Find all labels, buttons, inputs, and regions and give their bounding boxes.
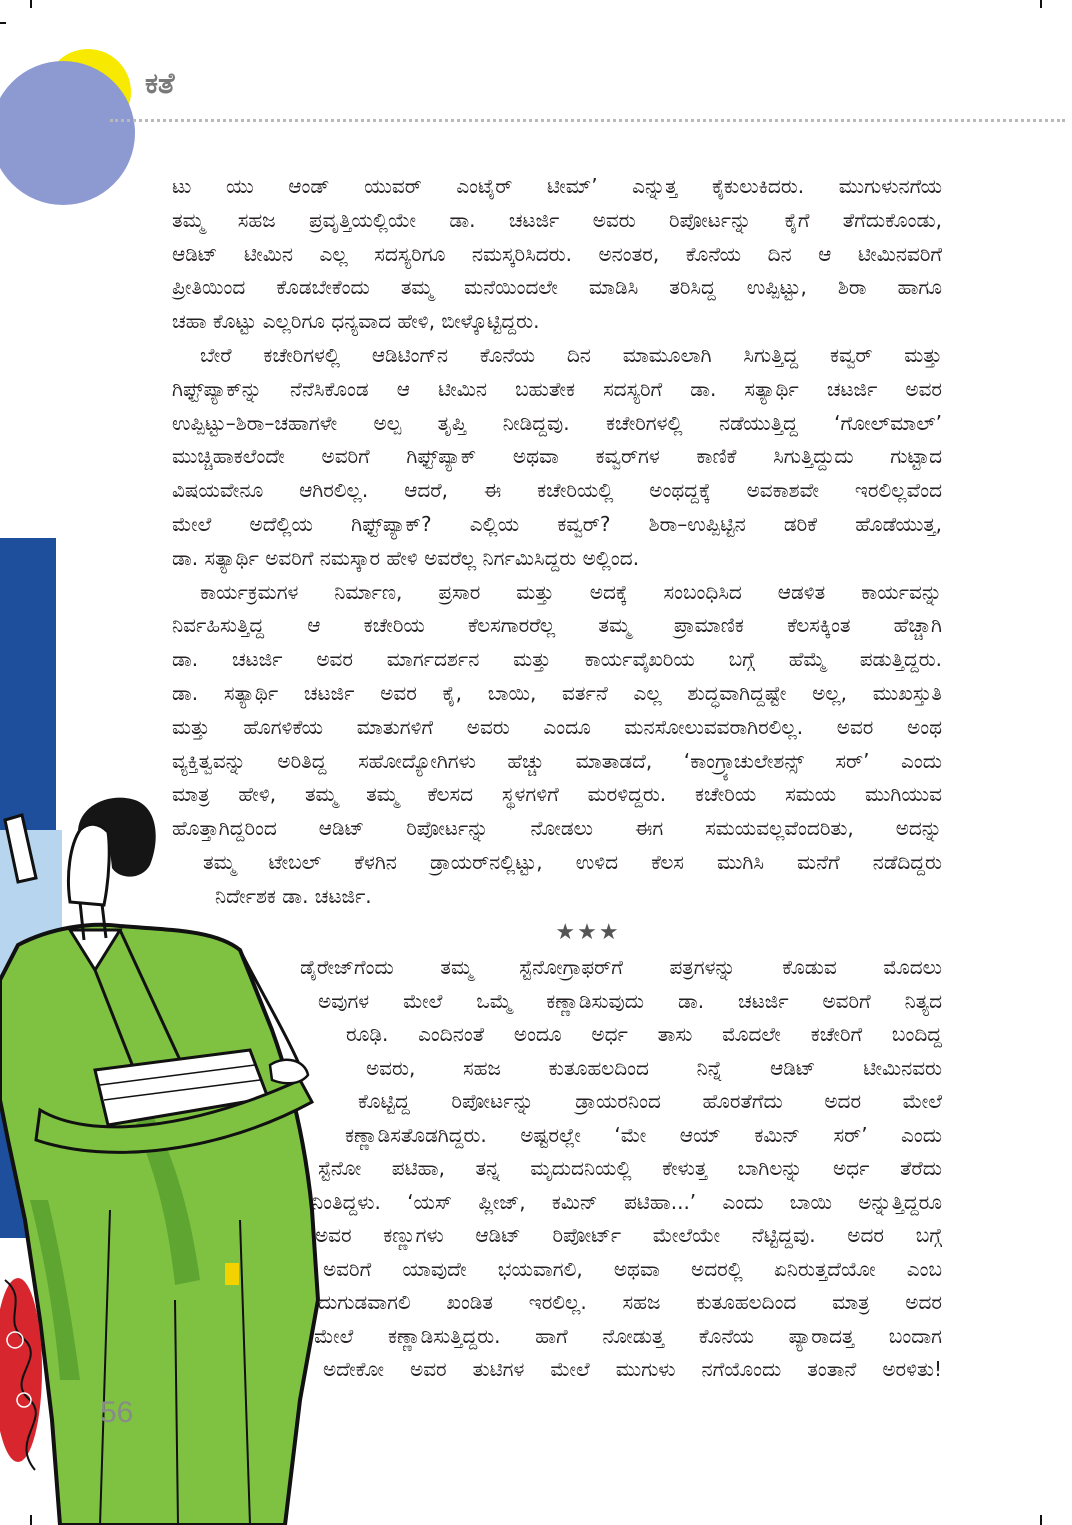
- text-line: ಮೇಲೆ ಕಣ್ಣಾಡಿಸುತ್ತಿದ್ದರು. ಹಾಗೆ ನೋಡುತ್ತ ಕೊನೆಯ ಪ್ಯಾರಾದತ್ತ ಬಂದಾಗ: [314, 1323, 942, 1348]
- article-body-continued: [0, 951, 942, 1387]
- section-title: ಕತೆ: [145, 66, 175, 100]
- paragraph: [0, 951, 942, 1387]
- text-line: ವಿಷಯವೇನೂ ಆಗಿರಲಿಲ್ಲ. ಆದರೆ, ಈ ಕಚೇರಿಯಲ್ಲಿ ಅಂಥದ್ದಕ್ಕೆ ಅವಕಾಶವೇ ಇರಲಿಲ್ಲವೆಂದ: [172, 478, 942, 503]
- text-line: ಟು ಯು ಆಂಡ್ ಯುವರ್ ಎಂಟೈರ್ ಟೀಮ್’ ಎನ್ನುತ್ತ ಕೈಕುಲುಕಿದರು. ಮುಗುಳುನಗೆಯ: [172, 174, 942, 198]
- text-line: ಕಣ್ಣಾಡಿಸತೊಡಗಿದ್ದರು. ಅಷ್ಟರಲ್ಲೇ ‘ಮೇ ಆಯ್ ಕಮಿನ್ ಸರ್’ ಎಂದು: [345, 1122, 942, 1147]
- text-line: ಅವರಿಗೆ ಯಾವುದೇ ಭಯವಾಗಲಿ, ಅಥವಾ ಅದರಲ್ಲಿ ಏನಿರುತ್ತದೆಯೋ ಎಂಬ: [323, 1256, 942, 1281]
- text-line: ಡಾ. ಸತ್ಯಾರ್ಥಿ ಚಟರ್ಜಿ ಅವರ ಕೈ, ಬಾಯಿ, ವರ್ತನೆ ಎಲ್ಲ ಶುದ್ಧವಾಗಿದ್ದಷ್ಟೇ ಅಲ್ಲ, ಮುಖಸ್ತುತಿ: [172, 680, 942, 705]
- crop-mark-bottom-right: [1040, 1515, 1042, 1525]
- text-line: ಕೊಟ್ಟಿದ್ದ ರಿಪೋರ್ಟನ್ನು ಡ್ರಾಯರನಿಂದ ಹೊರತೆಗೆದು ಅದರ ಮೇಲೆ: [358, 1089, 942, 1113]
- article-body: [172, 170, 942, 914]
- text-line: ನಿರ್ವಹಿಸುತ್ತಿದ್ದ ಆ ಕಚೇರಿಯ ಕೆಲಸಗಾರರೆಲ್ಲ ತಮ್ಮ ಪ್ರಾಮಾಣಿಕ ಕೆಲಸಕ್ಕಿಂತ ಹೆಚ್ಚಾಗಿ: [172, 613, 942, 638]
- text-line: ಮೇಲೆ ಅದೆಲ್ಲಿಯ ಗಿಫ್ಟ್‌ಪ್ಯಾಕ್? ಎಲ್ಲಿಯ ಕವ್ವರ್? ಶಿರಾ–ಉಪ್ಪಿಟ್ಟಿನ ಡರಿಕೆ ಹೊಡೆಯುತ್ತ,: [172, 511, 942, 536]
- text-line: ಮುಚ್ಚಿಹಾಕಲೆಂದೇ ಅವರಿಗೆ ಗಿಫ್ಟ್‌ಪ್ಯಾಕ್ ಅಥವಾ ಕವ್ವರ್‌ಗಳ ಕಾಣಿಕೆ ಸಿಗುತ್ತಿದ್ದುದು ಗುಟ್ಟಾದ: [172, 444, 942, 469]
- text-line: ತಮ್ಮ ಸಹಜ ಪ್ರವೃತ್ತಿಯಲ್ಲಿಯೇ ಡಾ. ಚಟರ್ಜಿ ಅವರು ರಿಪೋರ್ಟನ್ನು ಕೈಗೆ ತೆಗೆದುಕೊಂಡು,: [172, 207, 942, 232]
- text-line: ತಮ್ಮ ಟೇಬಲ್ ಕೆಳಗಿನ ಡ್ರಾಯರ್‌ನಲ್ಲಿಟ್ಟು, ಉಳಿದ ಕೆಲಸ ಮುಗಿಸಿ ಮನೆಗೆ ನಡೆದಿದ್ದರು: [203, 849, 942, 874]
- text-line: ಮತ್ತು ಹೊಗಳಿಕೆಯ ಮಾತುಗಳಿಗೆ ಅವರು ಎಂದೂ ಮನಸೋಲುವವರಾಗಿರಲಿಲ್ಲ. ಅವರ ಅಂಥ: [172, 714, 942, 739]
- text-line: ಪ್ರೀತಿಯಿಂದ ಕೊಡಬೇಕೆಂದು ತಮ್ಮ ಮನೆಯಿಂದಲೇ ಮಾಡಿಸಿ ತರಿಸಿದ್ದ ಉಪ್ಪಿಟ್ಟು, ಶಿರಾ ಹಾಗೂ: [172, 275, 942, 300]
- text-line: ಡಾ. ಚಟರ್ಜಿ ಅವರ ಮಾರ್ಗದರ್ಶನ ಮತ್ತು ಕಾರ್ಯವೈಖರಿಯ ಬಗ್ಗೆ ಹೆಮ್ಮೆ ಪಡುತ್ತಿದ್ದರು.: [172, 647, 942, 672]
- text-line: ಡಾ. ಸತ್ಯಾರ್ಥಿ ಅವರಿಗೆ ನಮಸ್ಕಾರ ಹೇಳಿ ಅವರೆಲ್ಲ ನಿರ್ಗಮಿಸಿದ್ದರು ಅಲ್ಲಿಂದ.: [172, 545, 640, 570]
- text-line: ಆಡಿಟ್ ಟೀಮಿನ ಎಲ್ಲ ಸದಸ್ಯರಿಗೂ ನಮಸ್ಕರಿಸಿದರು. ಅನಂತರ, ಕೊನೆಯ ದಿನ ಆ ಟೀಮಿನವರಿಗೆ: [172, 241, 942, 266]
- text-line: ಸ್ಟೆನೋ ಪಟಿಹಾ, ತನ್ನ ಮೃದುದನಿಯಲ್ಲಿ ಕೇಳುತ್ತ ಬಾಗಿಲನ್ನು ಅರ್ಧ ತೆರೆದು: [318, 1156, 942, 1180]
- crop-mark-top-left: [30, 0, 32, 8]
- text-line: ಅವರ ಕಣ್ಣುಗಳು ಆಡಿಟ್ ರಿಪೋರ್ಟ್ ಮೇಲೆಯೇ ನೆಟ್ಟಿದ್ದವು. ಅದರ ಬಗ್ಗೆ: [315, 1223, 942, 1247]
- text-line: ವ್ಯಕ್ತಿತ್ವವನ್ನು ಅರಿತಿದ್ದ ಸಹೋದ್ಯೋಗಿಗಳು ಹೆಚ್ಚು ಮಾತಾಡದೆ, ‘ಕಾಂಗ್ರ್ಯಾಚುಲೇಶನ್ಸ್ ಸರ್’ ಎಂದು: [172, 748, 942, 773]
- section-separator-stars: ★★★: [555, 920, 621, 945]
- text-line: ಅವರು, ಸಹಜ ಕುತೂಹಲದಿಂದ ನಿನ್ನೆ ಆಡಿಟ್ ಟೀಮಿನವರು: [366, 1055, 942, 1080]
- crop-mark-left: [0, 22, 6, 24]
- page-number: 56: [100, 1396, 134, 1429]
- text-line: ಕಾರ್ಯಕ್ರಮಗಳ ನಿರ್ಮಾಣ, ಪ್ರಸಾರ ಮತ್ತು ಅದಕ್ಕೆ ಸಂಬಂಧಿಸಿದ ಆಡಳಿತ ಕಾರ್ಯವನ್ನು: [200, 579, 942, 604]
- text-line: ಗಿಫ್ಟ್‌ಪ್ಯಾಕ್‌ನ್ನು ನೆನೆಸಿಕೊಂಡ ಆ ಟೀಮಿನ ಬಹುತೇಕ ಸದಸ್ಯರಿಗೆ ಡಾ. ಸತ್ಯಾರ್ಥಿ ಚಟರ್ಜಿ ಅವರ: [172, 376, 942, 401]
- text-line: ಮಾತ್ರ ಹೇಳಿ, ತಮ್ಮ ತಮ್ಮ ಕೆಲಸದ ಸ್ಥಳಗಳಿಗೆ ಮರಳಿದ್ದರು. ಕಚೇರಿಯ ಸಮಯ ಮುಗಿಯುವ: [172, 782, 942, 807]
- dotted-divider: [110, 119, 1065, 122]
- overlapping-circles-icon: [0, 40, 150, 215]
- crop-mark-top-right: [1040, 0, 1042, 8]
- text-line: ಬೇರೆ ಕಚೇರಿಗಳಲ್ಲಿ ಆಡಿಟಿಂಗ್‌ನ ಕೊನೆಯ ದಿನ ಮಾಮೂಲಾಗಿ ಸಿಗುತ್ತಿದ್ದ ಕವ್ವರ್ ಮತ್ತು: [200, 342, 942, 367]
- blue-circle: [0, 61, 135, 205]
- paragraph: [172, 170, 942, 339]
- text-line: ನಿರ್ದೇಶಕ ಡಾ. ಚಟರ್ಜಿ.: [215, 883, 372, 908]
- text-line: ಉಪ್ಪಿಟ್ಟು–ಶಿರಾ–ಚಹಾಗಳೇ ಅಲ್ಪ ತೃಪ್ತಿ ನೀಡಿದ್ದವು. ಕಚೇರಿಗಳಲ್ಲಿ ನಡೆಯುತ್ತಿದ್ದ ‘ಗೋಲ್‌ಮಾಲ್’: [172, 410, 942, 435]
- text-line: ರೂಢಿ. ಎಂದಿನಂತೆ ಅಂದೂ ಅರ್ಧ ತಾಸು ಮೊದಲೇ ಕಚೇರಿಗೆ ಬಂದಿದ್ದ: [346, 1022, 942, 1046]
- text-line: ಅವುಗಳ ಮೇಲೆ ಒಮ್ಮೆ ಕಣ್ಣಾಡಿಸುವುದು ಡಾ. ಚಟರ್ಜಿ ಅವರಿಗೆ ನಿತ್ಯದ: [318, 988, 942, 1013]
- text-line: ದುಗುಡವಾಗಲಿ ಖಂಡಿತ ಇರಲಿಲ್ಲ. ಸಹಜ ಕುತೂಹಲದಿಂದ ಮಾತ್ರ ಅದರ: [318, 1290, 942, 1314]
- text-line: ಅದೇಕೋ ಅವರ ತುಟಿಗಳ ಮೇಲೆ ಮುಗುಳು ನಗೆಯೊಂದು ತಂತಾನೆ ಅರಳಿತು!: [323, 1357, 942, 1381]
- text-line: ಡೈರೇಜ್‌ಗೆಂದು ತಮ್ಮ ಸ್ಟೆನೋಗ್ರಾಫರ್‌ಗೆ ಪತ್ರಗಳನ್ನು ಕೊಡುವ ಮೊದಲು: [300, 955, 942, 979]
- text-line: ನಿಂತಿದ್ದಳು. ‘ಯಸ್ ಪ್ಲೀಜ್, ಕಮಿನ್ ಪಟಿಹಾ...’ ಎಂದು ಬಾಯಿ ಅನ್ನುತ್ತಿದ್ದರೂ: [312, 1189, 942, 1214]
- face: [68, 824, 109, 905]
- paragraph: [172, 576, 942, 914]
- paragraph: [172, 339, 942, 576]
- text-line: ಹೊತ್ತಾಗಿದ್ದರಿಂದ ಆಡಿಟ್ ರಿಪೋರ್ಟನ್ನು ನೋಡಲು ಈಗ ಸಮಯವಲ್ಲವೆಂದರಿತು, ಅದನ್ನು: [172, 816, 942, 841]
- text-line: ಚಹಾ ಕೊಟ್ಟು ಎಲ್ಲರಿಗೂ ಧನ್ಯವಾದ ಹೇಳಿ, ಬೀಳ್ಕೊಟ್ಟಿದ್ದರು.: [172, 309, 540, 334]
